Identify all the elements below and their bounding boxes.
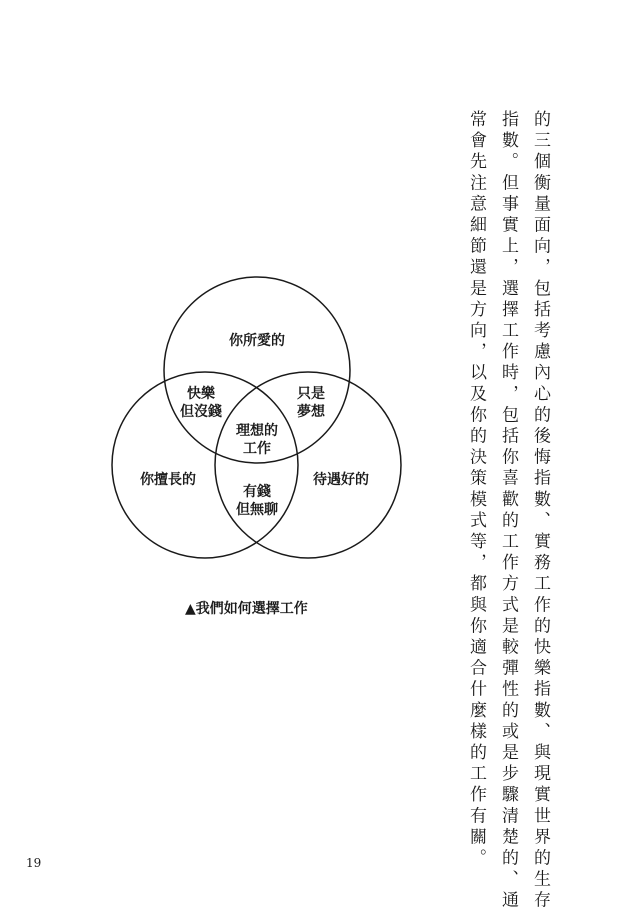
label-center-line2: 工作 (243, 441, 271, 457)
label-love-skill-line1: 快樂 (187, 386, 215, 402)
body-text-column-1: 的三個衡量面向，包括考慮內心的後悔指數、實務工作的快樂指數、與現實世界的生存 (530, 110, 550, 912)
venn-diagram (105, 275, 405, 585)
page-number: 19 (26, 856, 42, 870)
label-love-pay-line2: 夢想 (297, 404, 325, 420)
body-text-column-2: 指數。但事實上，選擇工作時，包括你喜歡的工作方式是較彈性的或是步驟清楚的、通 (498, 110, 518, 912)
label-love: 你所愛的 (229, 333, 285, 349)
label-love-pay-line1: 只是 (297, 386, 325, 402)
label-skill-pay-line1: 有錢 (243, 484, 271, 500)
label-love-skill-line2: 但沒錢 (180, 404, 222, 420)
label-skill: 你擅長的 (140, 472, 196, 488)
label-center-line1: 理想的 (236, 423, 278, 439)
body-text-column-3: 常會先注意細節還是方向，以及你的決策模式等，都與你適合什麼樣的工作有關。 (466, 110, 486, 870)
label-skill-pay-line2: 但無聊 (236, 502, 278, 518)
figure-caption: ▲我們如何選擇工作 (185, 601, 308, 617)
label-pay: 待遇好的 (313, 472, 369, 488)
